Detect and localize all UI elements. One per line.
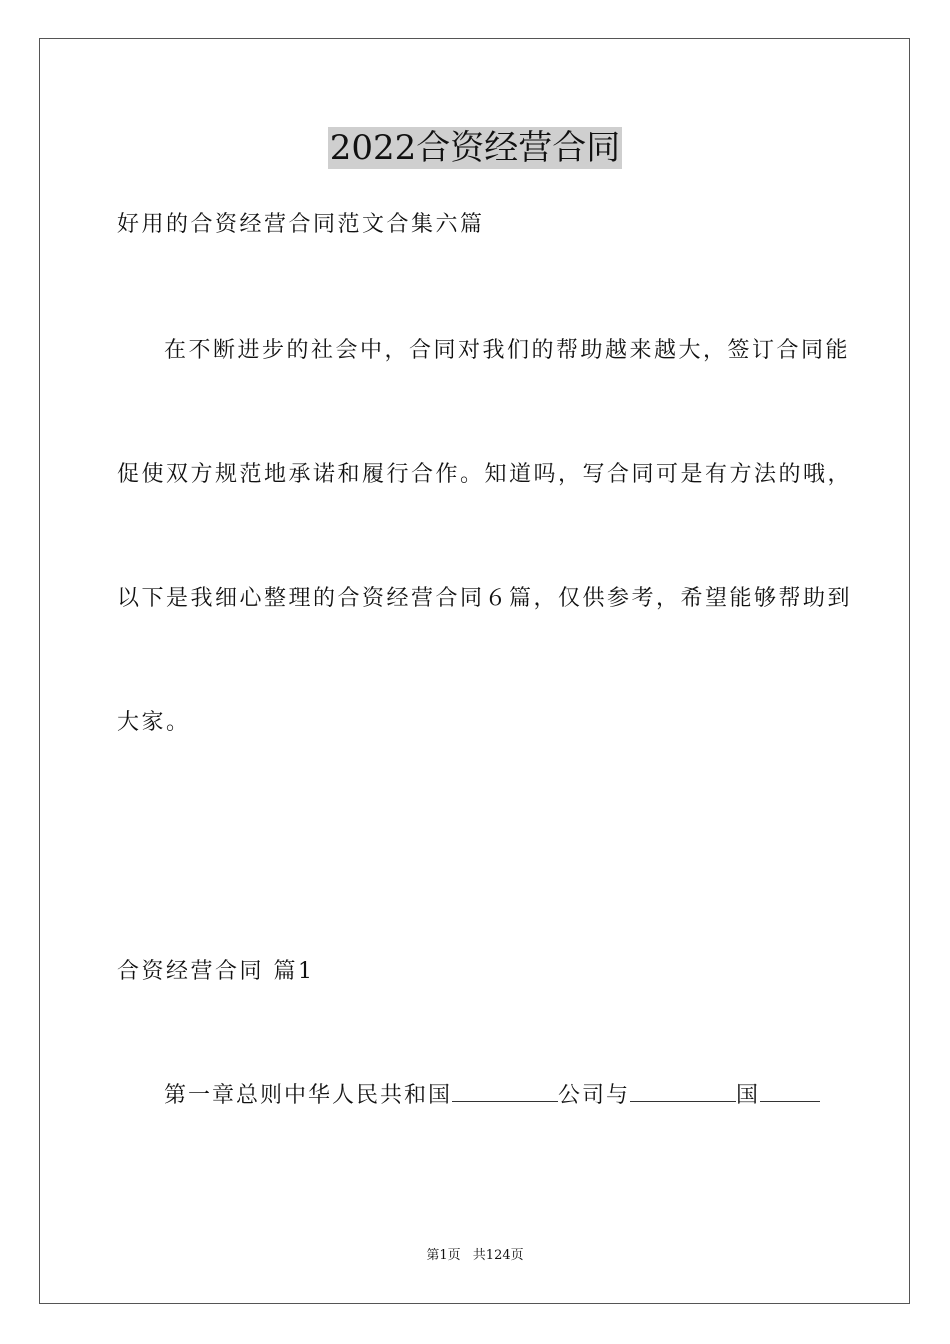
clause-part-2: 公司与 bbox=[558, 1083, 631, 1108]
page-total: 共124页 bbox=[472, 1248, 524, 1263]
intro-paragraph-line: 促使双方规范地承诺和履行合作。知道吗，写合同可是有方法的哦， bbox=[117, 462, 853, 487]
intro-paragraph-line: 在不断进步的社会中，合同对我们的帮助越来越大，签订合同能 bbox=[164, 338, 851, 363]
clause-prefix: 第一章总则中华人民共和国 bbox=[164, 1083, 453, 1108]
title-container bbox=[0, 127, 950, 169]
document-title: 2022合资经营合同 bbox=[329, 128, 621, 168]
fill-blank[interactable] bbox=[630, 1081, 736, 1102]
page-number: 第1页 bbox=[426, 1248, 461, 1263]
clause-line bbox=[164, 1081, 884, 1111]
section-heading: 合资经营合同 篇1 bbox=[117, 959, 315, 984]
intro-paragraph-line: 以下是我细心整理的合资经营合同６篇，仅供参考，希望能够帮助到 bbox=[117, 586, 853, 611]
document-subtitle: 好用的合资经营合同范文合集六篇 bbox=[117, 212, 485, 237]
fill-blank[interactable] bbox=[760, 1081, 820, 1102]
clause-part-3: 国 bbox=[736, 1083, 761, 1108]
page-footer bbox=[0, 1247, 950, 1265]
intro-paragraph-line: 大家。 bbox=[117, 710, 191, 735]
fill-blank[interactable] bbox=[452, 1081, 558, 1102]
